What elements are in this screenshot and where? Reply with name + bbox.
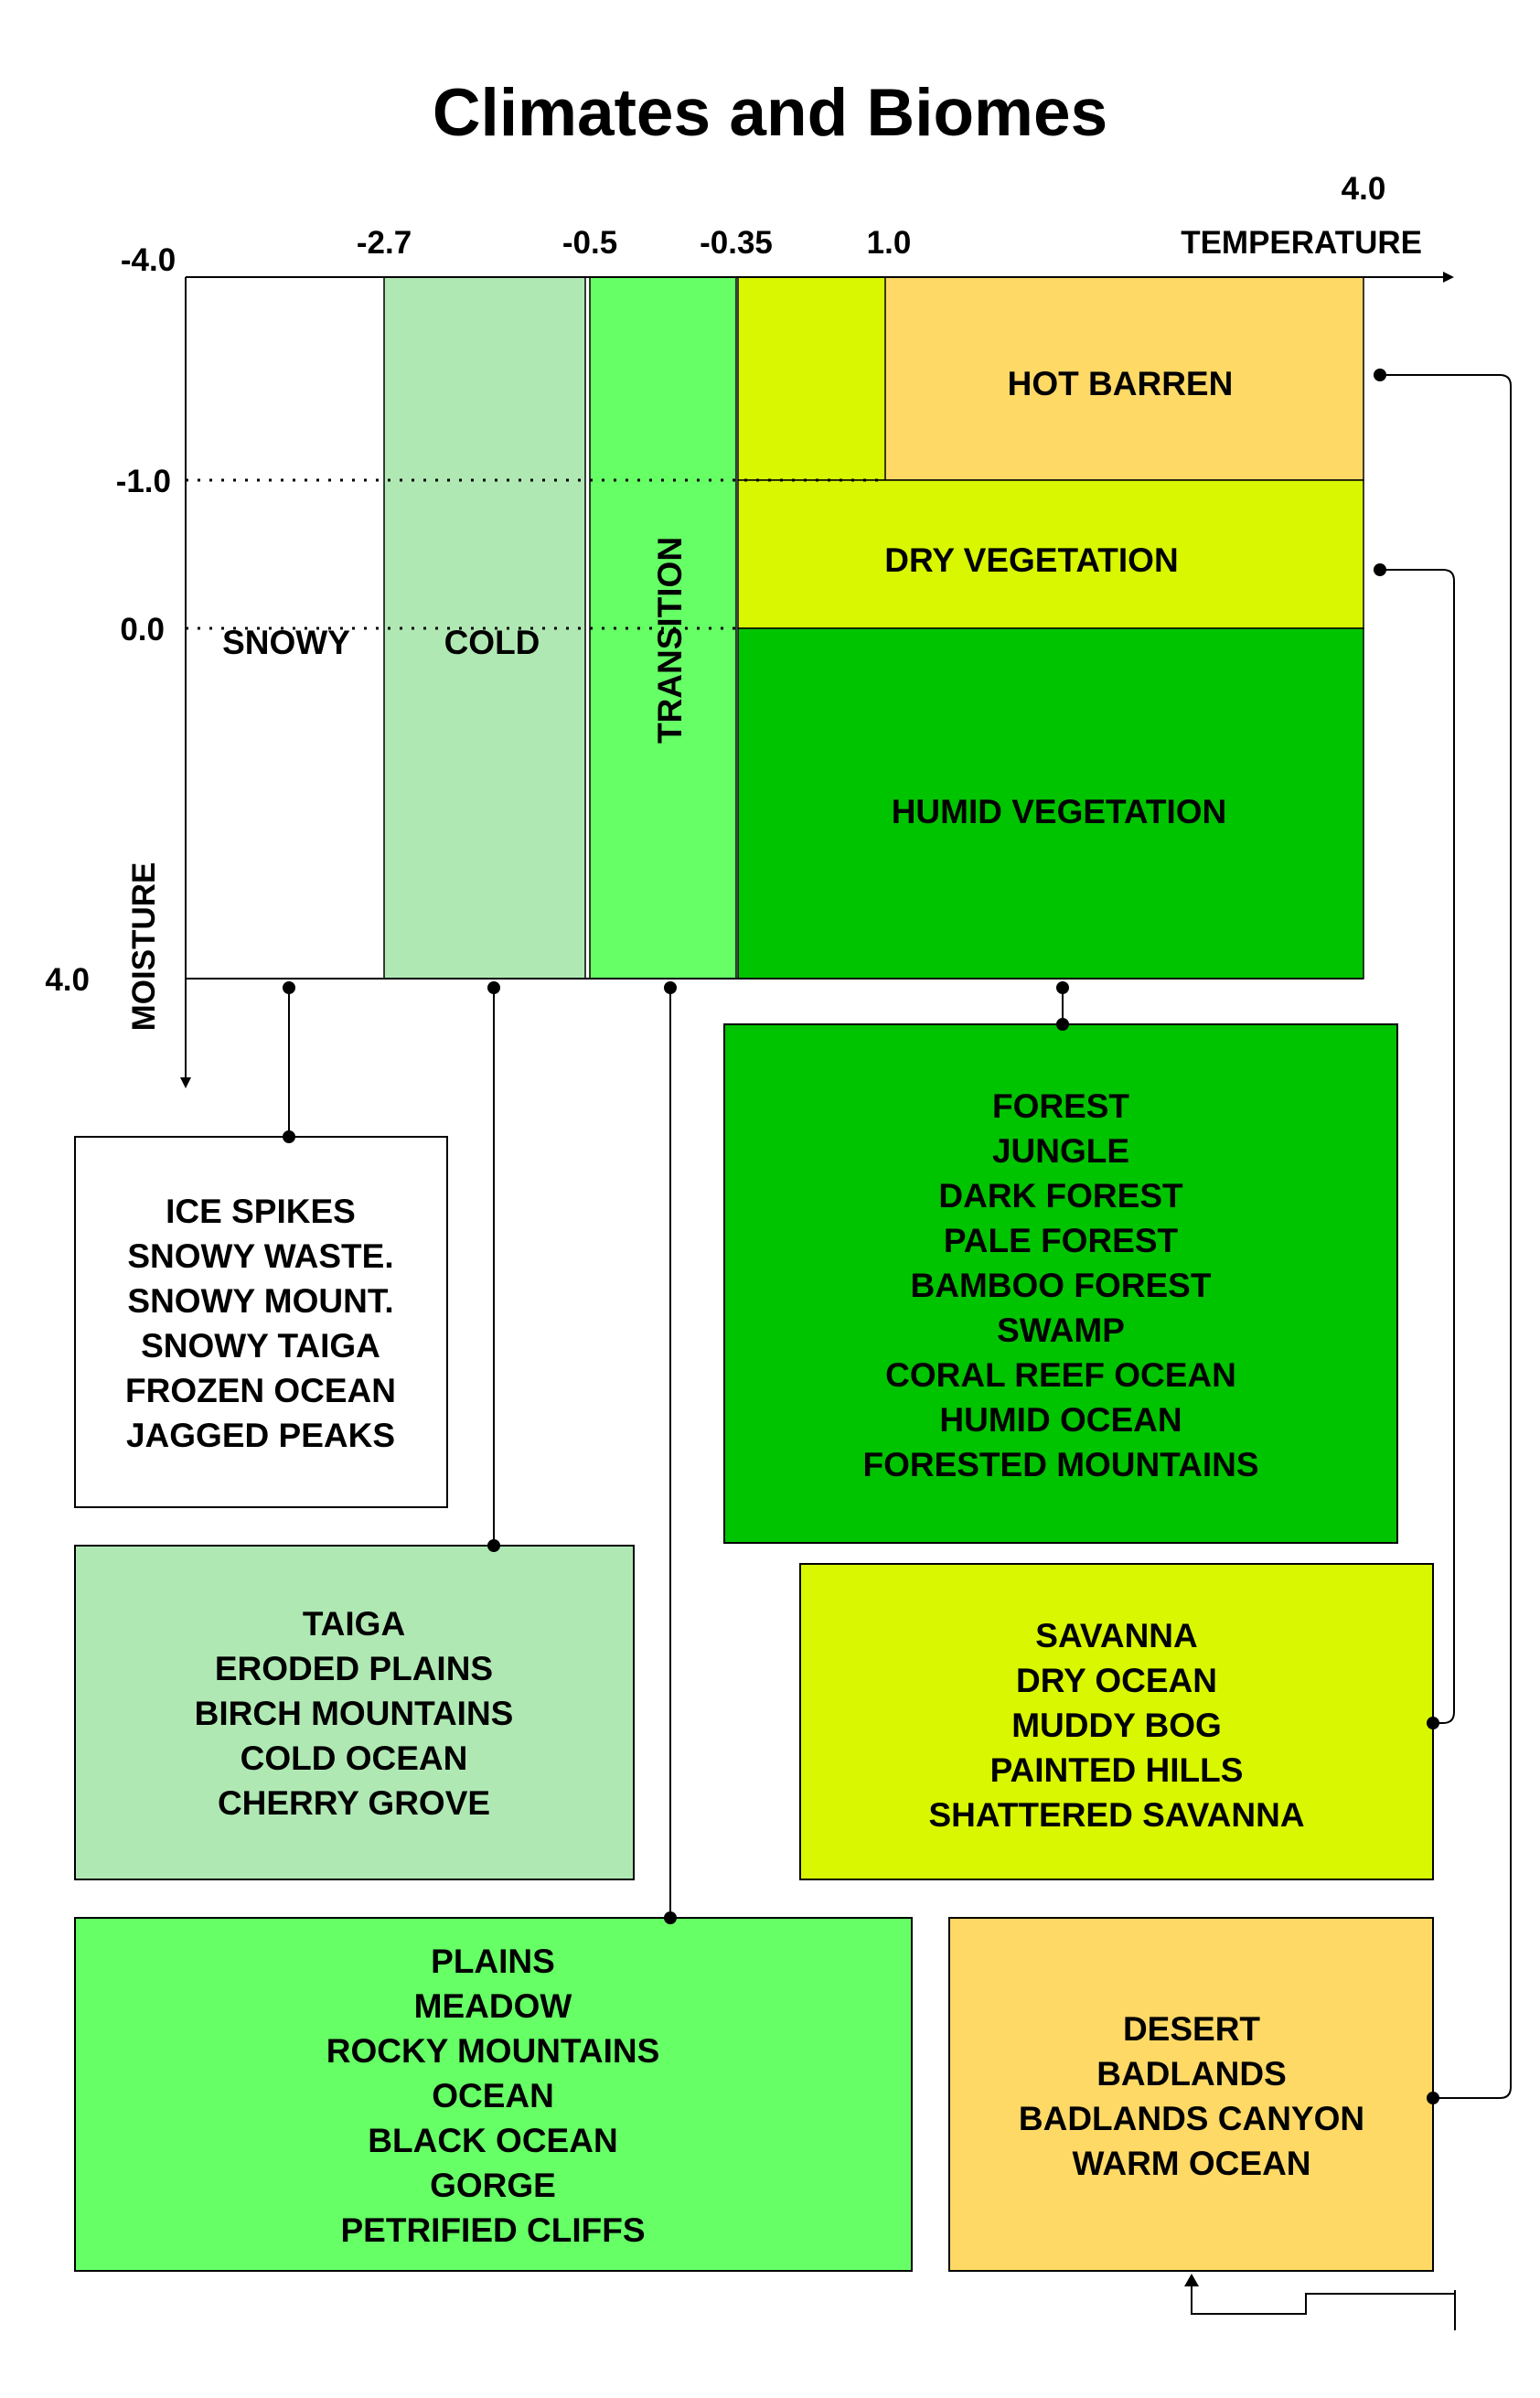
biome-name: MEADOW (413, 1987, 572, 2025)
moisture-tick-label: 0.0 (120, 612, 165, 648)
connector-dot (1374, 563, 1386, 576)
connector-dot (283, 1130, 295, 1143)
biome-name: BADLANDS (1096, 2055, 1287, 2093)
biome-name: TAIGA (302, 1605, 406, 1643)
biome-name: FROZEN OCEAN (125, 1372, 396, 1409)
moisture-tick-label: -1.0 (115, 464, 171, 499)
biome-name: BADLANDS CANYON (1018, 2100, 1365, 2137)
biome-box-hot (949, 1918, 1433, 2271)
temperature-axis-label: TEMPERATURE (1181, 225, 1422, 261)
region-label-humid-vegetation: HUMID VEGETATION (891, 793, 1227, 830)
biome-name: PALE FOREST (943, 1222, 1179, 1259)
region-dry-corner (738, 277, 887, 480)
connector-dot (1427, 2092, 1439, 2104)
temperature-tick-label: -0.5 (561, 225, 618, 261)
biome-name: ERODED PLAINS (214, 1650, 494, 1687)
biome-name: SNOWY WASTE. (127, 1237, 394, 1275)
biome-name: JAGGED PEAKS (125, 1417, 396, 1454)
biome-name: DESERT (1122, 2010, 1261, 2048)
connector-dot (1374, 369, 1386, 381)
biome-name: SNOWY TAIGA (141, 1327, 380, 1365)
connector-dot (1056, 981, 1069, 994)
biome-name: DRY OCEAN (1016, 1662, 1217, 1699)
biome-name: BLACK OCEAN (368, 2122, 618, 2159)
biome-name: SNOWY MOUNT. (127, 1282, 394, 1320)
biome-name: PLAINS (431, 1943, 555, 1980)
biome-name: CORAL REEF OCEAN (885, 1356, 1236, 1394)
connector-stub (1192, 2283, 1455, 2330)
region-label-transition: TRANSITION (651, 536, 689, 744)
page-title: Climates and Biomes (432, 76, 1108, 150)
moisture-axis-label: MOISTURE (126, 862, 162, 1032)
biome-name: JUNGLE (991, 1132, 1130, 1170)
temperature-tick-label: -2.7 (356, 225, 412, 261)
temperature-tick-label: 4.0 (1341, 171, 1386, 207)
biome-name: COLD OCEAN (240, 1740, 468, 1777)
connector-dot (1056, 1018, 1069, 1031)
biome-name: SHATTERED SAVANNA (928, 1796, 1305, 1834)
biome-name: OCEAN (432, 2077, 554, 2114)
biome-name: PETRIFIED CLIFFS (340, 2211, 646, 2249)
biome-name: BIRCH MOUNTAINS (194, 1695, 514, 1732)
biome-name: MUDDY BOG (1011, 1707, 1222, 1744)
biome-name: FOREST (991, 1087, 1130, 1125)
biome-name: SAVANNA (1035, 1617, 1198, 1654)
moisture-tick-label: 4.0 (45, 962, 90, 998)
biome-name: PAINTED HILLS (989, 1751, 1244, 1789)
biome-name: BAMBOO FOREST (910, 1267, 1212, 1304)
biome-name: CHERRY GROVE (217, 1784, 491, 1822)
biome-name: ICE SPIKES (166, 1193, 356, 1230)
biome-name: ROCKY MOUNTAINS (326, 2032, 660, 2070)
connector-dot (487, 1539, 500, 1552)
biome-name: SWAMP (997, 1311, 1125, 1349)
region-label-dry-vegetation: DRY VEGETATION (884, 541, 1179, 579)
connector-dot (487, 981, 500, 994)
connector-dot (664, 981, 677, 994)
connector-dot (283, 981, 295, 994)
biome-name: FORESTED MOUNTAINS (862, 1446, 1259, 1483)
biome-name: HUMID OCEAN (939, 1401, 1182, 1439)
region-label-snowy: SNOWY (222, 624, 350, 661)
region-label-hot-barren: HOT BARREN (1007, 365, 1234, 402)
region-label-cold: COLD (444, 624, 540, 661)
temperature-tick-label: 1.0 (866, 225, 912, 261)
biome-name: GORGE (430, 2167, 556, 2204)
biome-name: WARM OCEAN (1072, 2145, 1311, 2182)
connector-dot (664, 1911, 677, 1924)
biome-name: DARK FOREST (938, 1177, 1183, 1215)
temperature-tick-label: -0.35 (700, 225, 773, 261)
temperature-tick-label: -4.0 (120, 242, 176, 278)
connector-arrow-icon (1184, 2274, 1199, 2286)
connector-dot (1427, 1717, 1439, 1729)
